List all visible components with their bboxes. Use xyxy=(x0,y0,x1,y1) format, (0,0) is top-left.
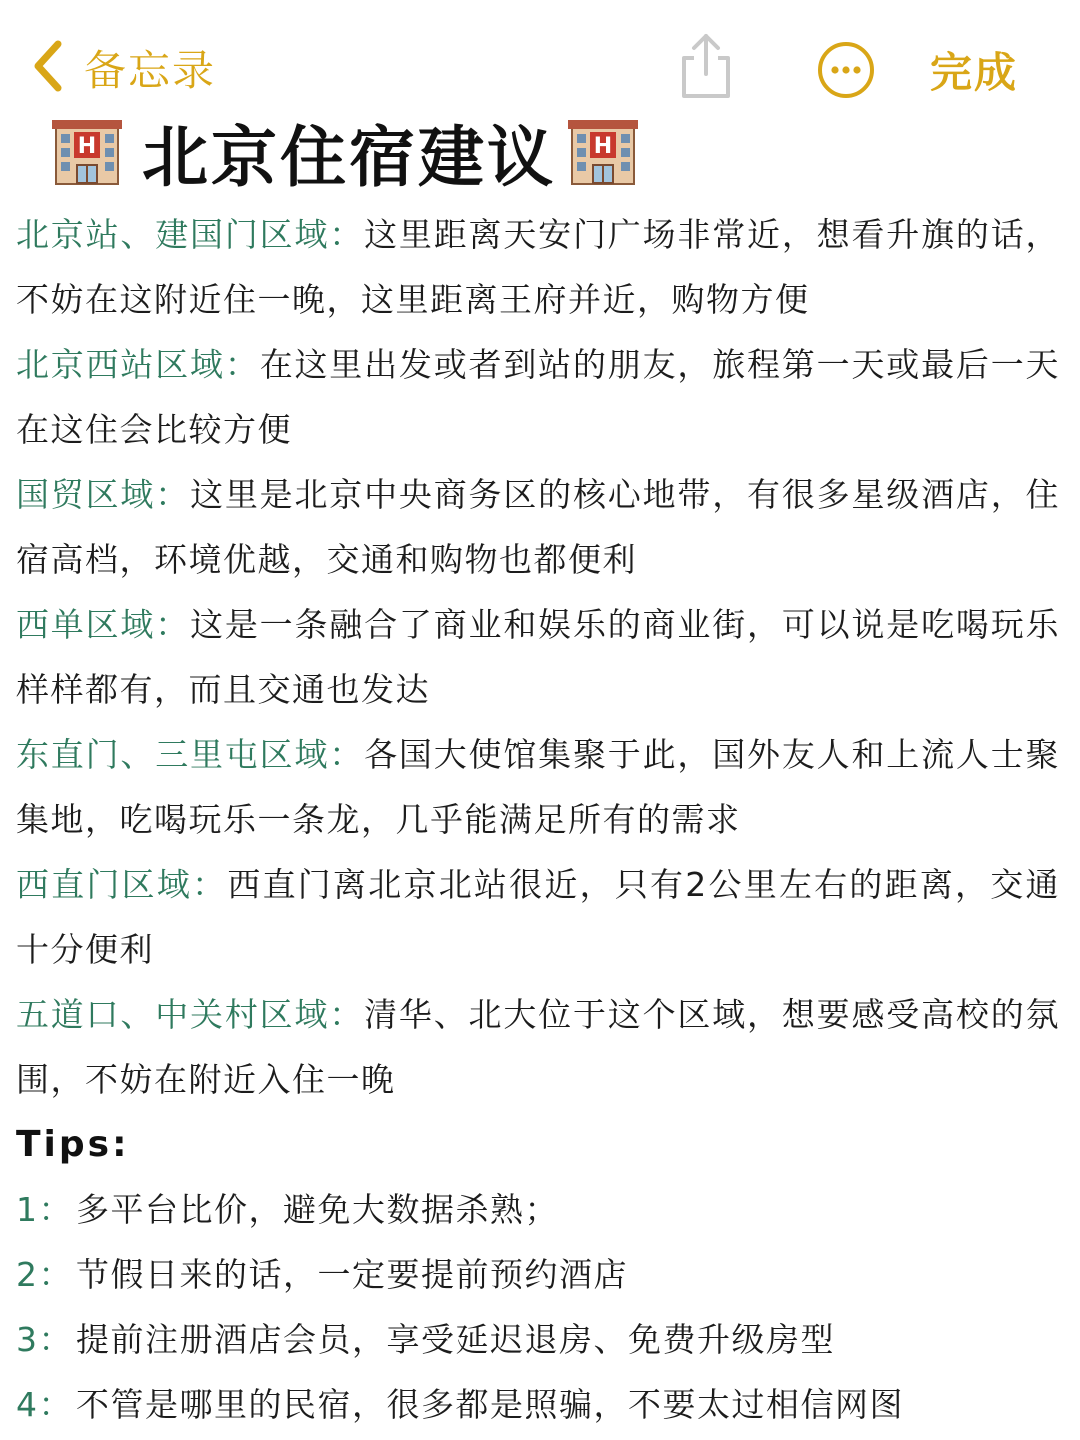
title-row xyxy=(50,108,640,194)
note-body[interactable] xyxy=(16,202,1060,1437)
section-text: 在这里出发或者到站的朋友，旅程第一天或最后一天在这住会比较方便 xyxy=(16,345,1061,449)
share-button[interactable] xyxy=(676,30,736,102)
section-text: 西直门离北京北站很近，只有2公里左右的距离，交通十分便利 xyxy=(16,865,1061,969)
section-text: 这是一条融合了商业和娱乐的商业街，可以说是吃喝玩乐样样都有，而且交通也发达 xyxy=(16,605,1061,709)
done-button[interactable]: 完成 xyxy=(930,48,1019,97)
tip-number: 2： xyxy=(16,1255,73,1294)
section-heading: 北京西站区域： xyxy=(16,345,260,384)
page-title: 北京住宿建议 xyxy=(142,118,556,196)
section-xidan xyxy=(16,592,1060,722)
tip-number: 4： xyxy=(16,1385,73,1424)
share-icon xyxy=(676,30,736,102)
section-beijing-west xyxy=(16,332,1060,462)
back-button[interactable] xyxy=(30,38,216,98)
section-text: 这里是北京中央商务区的核心地带，有很多星级酒店，住宿高档，环境优越，交通和购物也都便利 xyxy=(16,475,1061,579)
chevron-left-icon xyxy=(30,38,66,98)
tip-text: 多平台比价，避免大数据杀熟； xyxy=(76,1190,559,1229)
section-wudaokou xyxy=(16,982,1060,1112)
hotel-icon xyxy=(50,114,124,188)
section-heading: 东直门、三里屯区域： xyxy=(16,735,365,774)
section-heading: 西单区域： xyxy=(16,605,191,644)
tip-text: 节假日来的话，一定要提前预约酒店 xyxy=(76,1255,628,1294)
section-heading: 北京站、建国门区域： xyxy=(16,215,365,254)
section-dongzhimen xyxy=(16,722,1060,852)
section-text: 清华、北大位于这个区域，想要感受高校的氛围，不妨在附近入住一晚 xyxy=(16,995,1061,1099)
tip-number: 1： xyxy=(16,1190,73,1229)
section-guomao xyxy=(16,462,1060,592)
section-text: 各国大使馆集聚于此，国外友人和上流人士聚集地，吃喝玩乐一条龙，几乎能满足所有的需求 xyxy=(16,735,1061,839)
section-text: 这里距离天安门广场非常近，想看升旗的话，不妨在这附近住一晚，这里距离王府并近，购物方便 xyxy=(16,215,1061,319)
back-label: 备忘录 xyxy=(84,46,217,95)
tip-number: 3： xyxy=(16,1320,73,1359)
section-xizhimen xyxy=(16,852,1060,982)
tip-item xyxy=(16,1372,1060,1437)
section-heading: 西直门区域： xyxy=(16,865,228,904)
nav-bar xyxy=(0,0,1080,120)
svg-text:H: H xyxy=(593,134,613,159)
tip-item xyxy=(16,1307,1060,1372)
section-heading: 国贸区域： xyxy=(16,475,191,514)
section-heading: 五道口、中关村区域： xyxy=(16,995,365,1034)
tip-item xyxy=(16,1177,1060,1242)
more-icon xyxy=(816,40,876,100)
section-beijing-station xyxy=(16,202,1060,332)
tips-title: Tips: xyxy=(16,1124,130,1165)
hotel-icon xyxy=(566,114,640,188)
tip-item xyxy=(16,1242,1060,1307)
tip-text: 不管是哪里的民宿，很多都是照骗，不要太过相信网图 xyxy=(76,1385,904,1424)
tip-text: 提前注册酒店会员，享受延迟退房、免费升级房型 xyxy=(76,1320,835,1359)
more-button[interactable] xyxy=(816,40,876,100)
svg-text:H: H xyxy=(77,134,97,159)
